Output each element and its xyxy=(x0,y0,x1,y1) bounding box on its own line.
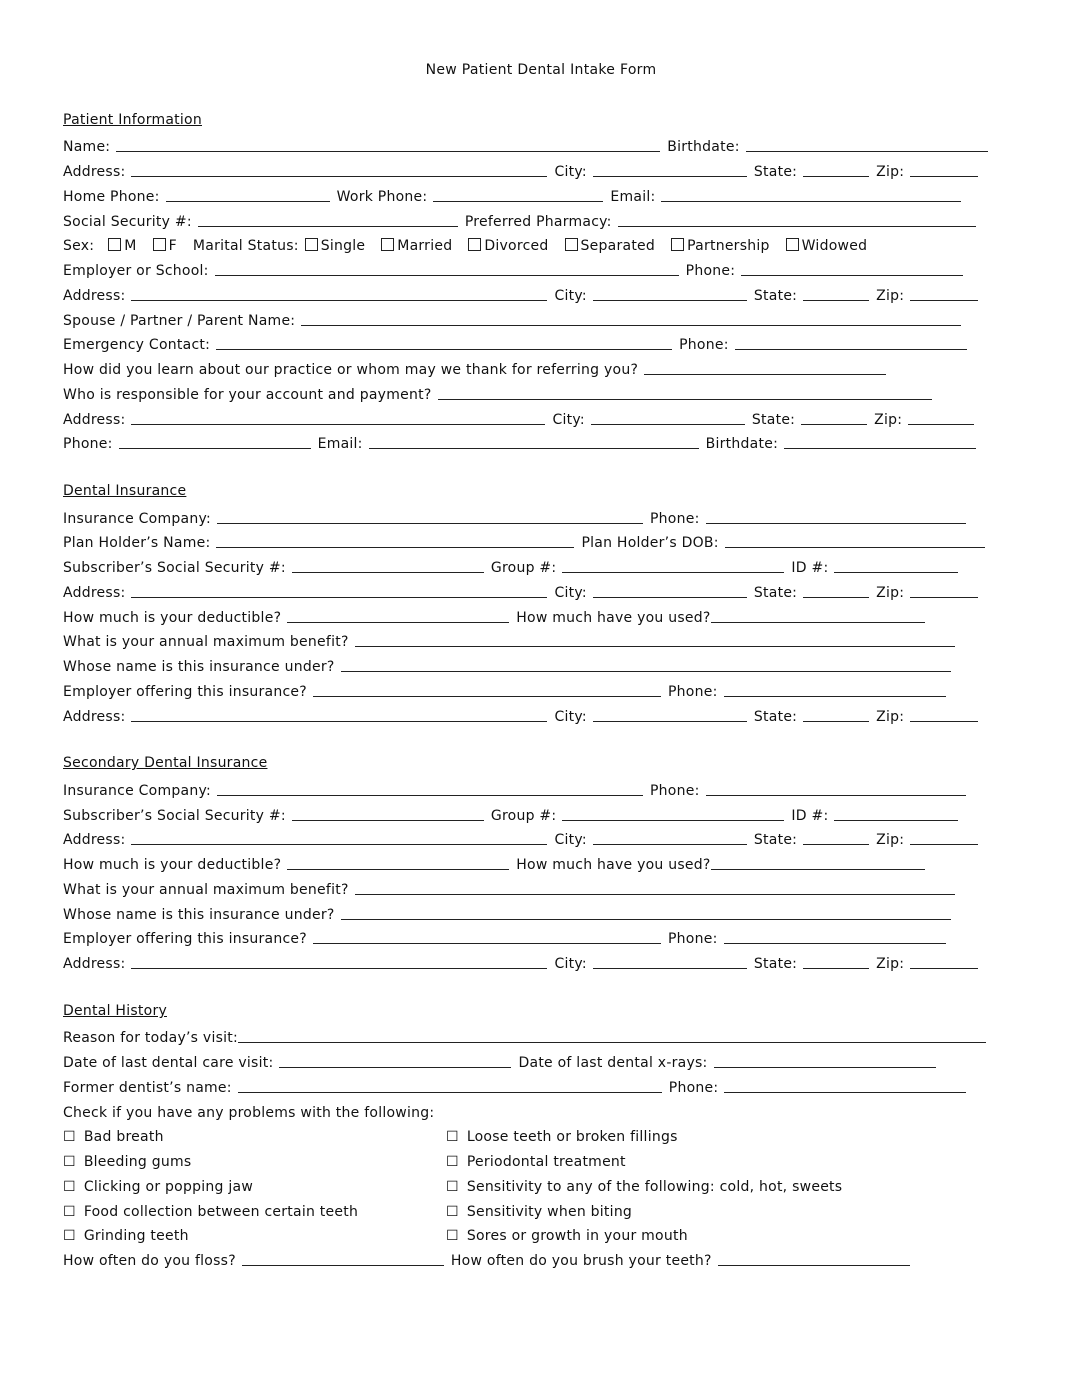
sec-company-label: Insurance Company: xyxy=(63,783,211,799)
problem-item[interactable]: ☐ Loose teeth or broken fillings xyxy=(446,1129,678,1145)
annual-max-field[interactable] xyxy=(355,632,955,647)
holder-dob-field[interactable] xyxy=(725,533,985,548)
address-field[interactable] xyxy=(131,162,547,177)
sec-used-field[interactable] xyxy=(711,855,925,870)
ins-company-label: Insurance Company: xyxy=(63,511,211,527)
ssn-label: Social Security #: xyxy=(63,214,192,230)
sec-state-field[interactable] xyxy=(803,830,869,845)
checkbox-icon xyxy=(671,238,684,251)
sec-employer-city-field[interactable] xyxy=(593,954,747,969)
ins-phone-label: Phone: xyxy=(649,511,700,527)
address-label: Address: xyxy=(63,956,126,972)
responsible-zip-field[interactable] xyxy=(908,410,974,425)
checkbox-icon: ☐ xyxy=(63,1179,76,1195)
marital-option-divorced[interactable]: Divorced xyxy=(468,238,548,254)
problem-item[interactable]: ☐ Sores or growth in your mouth xyxy=(446,1228,688,1244)
employer-phone-label: Phone: xyxy=(685,263,736,279)
checkbox-icon xyxy=(468,238,481,251)
sec-deductible-label: How much is your deductible? xyxy=(63,857,282,873)
employer-address-field[interactable] xyxy=(131,286,547,301)
problem-item[interactable]: ☐ Sensitivity to any of the following: cold, hot, sweets xyxy=(446,1179,843,1195)
brush-label: How often do you brush your teeth? xyxy=(450,1253,712,1269)
problem-item[interactable]: ☐ Bad breath xyxy=(63,1129,164,1145)
marital-label: Marital Status: xyxy=(192,238,299,254)
checkbox-icon xyxy=(381,238,394,251)
ins-employer-address-field[interactable] xyxy=(131,707,547,722)
check-prompt: Check if you have any problems with the following: xyxy=(63,1105,435,1121)
sec-group-field[interactable] xyxy=(562,806,784,821)
row-last-visit xyxy=(63,1049,943,1071)
ins-employer-field[interactable] xyxy=(313,682,661,697)
responsible-field[interactable] xyxy=(438,385,932,400)
row-sec-subscriber xyxy=(63,802,965,824)
section-heading-insurance: Dental Insurance xyxy=(63,483,187,499)
row-sec-employer xyxy=(63,925,953,947)
zip-label: Zip: xyxy=(876,832,905,848)
row-former-dentist xyxy=(63,1074,973,1096)
city-label: City: xyxy=(554,164,587,180)
address-label: Address: xyxy=(63,412,126,428)
email-label: Email: xyxy=(317,436,363,452)
group-field[interactable] xyxy=(562,558,784,573)
zip-label: Zip: xyxy=(876,956,905,972)
sex-label: Sex: xyxy=(63,238,95,254)
emergency-label: Emergency Contact: xyxy=(63,337,211,353)
row-reason xyxy=(63,1024,993,1046)
state-label: State: xyxy=(753,164,798,180)
whose-name-field[interactable] xyxy=(341,657,951,672)
row-sec-deductible xyxy=(63,851,932,873)
sec-annual-max-label: What is your annual maximum benefit? xyxy=(63,882,349,898)
email-field[interactable] xyxy=(661,187,961,202)
city-label: City: xyxy=(554,585,587,601)
row-employer xyxy=(63,257,970,279)
sec-subscriber-ssn-label: Subscriber’s Social Security #: xyxy=(63,808,286,824)
ins-employer-label: Employer offering this insurance? xyxy=(63,684,307,700)
work-phone-field[interactable] xyxy=(433,187,603,202)
zip-label: Zip: xyxy=(874,412,903,428)
ins-employer-phone-label: Phone: xyxy=(667,684,718,700)
city-field[interactable] xyxy=(593,162,747,177)
reason-field[interactable] xyxy=(238,1028,986,1043)
responsible-label: Who is responsible for your account and payment? xyxy=(63,387,432,403)
responsible-email-field[interactable] xyxy=(369,434,699,449)
ins-state-field[interactable] xyxy=(803,583,869,598)
ins-address-field[interactable] xyxy=(131,583,547,598)
sex-option-f[interactable]: F xyxy=(153,238,177,254)
sec-id-label: ID #: xyxy=(791,808,829,824)
row-responsible-contact xyxy=(63,430,983,452)
ins-company-field[interactable] xyxy=(217,509,643,524)
birthdate-label: Birthdate: xyxy=(705,436,779,452)
row-ssn-pharmacy xyxy=(63,208,983,230)
row-emergency xyxy=(63,331,974,353)
row-whose-name xyxy=(63,653,958,675)
ssn-field[interactable] xyxy=(198,212,458,227)
last-xrays-field[interactable] xyxy=(714,1053,936,1068)
ins-zip-field[interactable] xyxy=(910,583,978,598)
emergency-phone-field[interactable] xyxy=(735,335,967,350)
employer-label: Employer or School: xyxy=(63,263,209,279)
whose-name-label: Whose name is this insurance under? xyxy=(63,659,335,675)
sec-whose-name-label: Whose name is this insurance under? xyxy=(63,907,335,923)
sec-address-field[interactable] xyxy=(131,830,547,845)
holder-dob-label: Plan Holder’s DOB: xyxy=(581,535,719,551)
responsible-address-field[interactable] xyxy=(131,410,545,425)
row-responsible-address xyxy=(63,406,981,428)
checkbox-icon: ☐ xyxy=(446,1228,459,1244)
sec-employer-zip-field[interactable] xyxy=(910,954,978,969)
checkbox-icon: ☐ xyxy=(63,1204,76,1220)
annual-max-label: What is your annual maximum benefit? xyxy=(63,634,349,650)
row-ins-employer-address xyxy=(63,703,985,725)
subscriber-ssn-field[interactable] xyxy=(292,558,484,573)
used-field[interactable] xyxy=(711,608,925,623)
row-sec-company xyxy=(63,777,973,799)
row-patient-address xyxy=(63,158,985,180)
pharmacy-label: Preferred Pharmacy: xyxy=(464,214,612,230)
subscriber-ssn-label: Subscriber’s Social Security #: xyxy=(63,560,286,576)
section-heading-secondary-insurance: Secondary Dental Insurance xyxy=(63,755,268,771)
problem-item[interactable]: ☐ Periodontal treatment xyxy=(446,1154,626,1170)
birthdate-field[interactable] xyxy=(746,137,988,152)
sec-deductible-field[interactable] xyxy=(287,855,509,870)
used-label: How much have you used? xyxy=(516,610,711,626)
zip-field[interactable] xyxy=(910,162,978,177)
checkbox-icon: ☐ xyxy=(63,1228,76,1244)
sec-employer-phone-label: Phone: xyxy=(667,931,718,947)
checkbox-icon: ☐ xyxy=(446,1129,459,1145)
ins-phone-field[interactable] xyxy=(706,509,966,524)
city-label: City: xyxy=(554,956,587,972)
spouse-field[interactable] xyxy=(301,311,961,326)
zip-label: Zip: xyxy=(876,585,905,601)
name-field[interactable] xyxy=(116,137,660,152)
checkbox-icon xyxy=(153,238,166,251)
sec-company-field[interactable] xyxy=(217,781,643,796)
state-label: State: xyxy=(753,709,798,725)
address-label: Address: xyxy=(63,585,126,601)
home-phone-label: Home Phone: xyxy=(63,189,160,205)
email-label: Email: xyxy=(610,189,656,205)
city-label: City: xyxy=(552,412,585,428)
ins-employer-state-field[interactable] xyxy=(803,707,869,722)
pharmacy-field[interactable] xyxy=(618,212,976,227)
emergency-field[interactable] xyxy=(216,335,672,350)
employer-phone-field[interactable] xyxy=(741,261,963,276)
checkbox-icon: ☐ xyxy=(446,1204,459,1220)
referral-label: How did you learn about our practice or whom may we thank for referring you? xyxy=(63,362,639,378)
responsible-state-field[interactable] xyxy=(801,410,867,425)
sec-employer-state-field[interactable] xyxy=(803,954,869,969)
zip-label: Zip: xyxy=(876,709,905,725)
last-xrays-label: Date of last dental x-rays: xyxy=(518,1055,708,1071)
holder-name-label: Plan Holder’s Name: xyxy=(63,535,211,551)
ins-employer-city-field[interactable] xyxy=(593,707,747,722)
ins-employer-phone-field[interactable] xyxy=(724,682,946,697)
checkbox-icon: ☐ xyxy=(446,1154,459,1170)
row-ins-address xyxy=(63,579,985,601)
checkbox-icon: ☐ xyxy=(63,1129,76,1145)
sec-zip-field[interactable] xyxy=(910,830,978,845)
row-check-prompt xyxy=(63,1099,434,1121)
checkbox-icon xyxy=(305,238,318,251)
sex-option-m[interactable]: M xyxy=(108,238,136,254)
emergency-phone-label: Phone: xyxy=(679,337,729,353)
checkbox-icon: ☐ xyxy=(446,1179,459,1195)
zip-label: Zip: xyxy=(876,164,905,180)
sec-subscriber-ssn-field[interactable] xyxy=(292,806,484,821)
work-phone-label: Work Phone: xyxy=(336,189,428,205)
checkbox-icon: ☐ xyxy=(63,1154,76,1170)
birthdate-label: Birthdate: xyxy=(667,139,740,155)
brush-field[interactable] xyxy=(718,1251,910,1266)
sec-id-field[interactable] xyxy=(834,806,958,821)
sec-employer-address-field[interactable] xyxy=(131,954,547,969)
deductible-label: How much is your deductible? xyxy=(63,610,282,626)
sec-employer-field[interactable] xyxy=(313,929,661,944)
row-phones-email xyxy=(63,183,968,205)
marital-option-partnership[interactable]: Partnership xyxy=(671,238,770,254)
reason-label: Reason for today’s visit: xyxy=(63,1030,238,1046)
row-name-birthdate xyxy=(63,133,995,155)
row-floss-brush xyxy=(63,1247,917,1269)
floss-field[interactable] xyxy=(242,1251,444,1266)
state-label: State: xyxy=(753,585,798,601)
sec-phone-label: Phone: xyxy=(649,783,700,799)
row-plan-holder xyxy=(63,529,992,551)
zip-label: Zip: xyxy=(876,288,905,304)
checkbox-icon xyxy=(108,238,121,251)
form-title: New Patient Dental Intake Form xyxy=(425,62,657,78)
former-dentist-label: Former dentist’s name: xyxy=(63,1080,232,1096)
state-label: State: xyxy=(753,956,798,972)
marital-option-married[interactable]: Married xyxy=(381,238,452,254)
responsible-birthdate-field[interactable] xyxy=(784,434,976,449)
employer-city-field[interactable] xyxy=(593,286,747,301)
row-sec-address xyxy=(63,826,985,848)
marital-option-single[interactable]: Single xyxy=(305,238,366,254)
last-visit-field[interactable] xyxy=(279,1053,511,1068)
address-label: Address: xyxy=(63,709,126,725)
section-heading-patient: Patient Information xyxy=(63,112,202,128)
ins-city-field[interactable] xyxy=(593,583,747,598)
employer-field[interactable] xyxy=(215,261,679,276)
sec-city-field[interactable] xyxy=(593,830,747,845)
problem-item[interactable]: ☐ Food collection between certain teeth xyxy=(63,1204,359,1220)
city-label: City: xyxy=(554,288,587,304)
row-referral xyxy=(63,356,893,378)
row-ins-employer xyxy=(63,678,953,700)
address-label: Address: xyxy=(63,164,126,180)
row-sec-whose-name xyxy=(63,901,958,923)
sec-employer-phone-field[interactable] xyxy=(724,929,946,944)
state-field[interactable] xyxy=(803,162,869,177)
marital-option-widowed[interactable]: Widowed xyxy=(786,238,868,254)
home-phone-field[interactable] xyxy=(166,187,330,202)
row-sec-annual-max xyxy=(63,876,962,898)
sec-annual-max-field[interactable] xyxy=(355,880,955,895)
problem-item[interactable]: ☐ Bleeding gums xyxy=(63,1154,192,1170)
section-heading-history: Dental History xyxy=(63,1003,167,1019)
phone-label: Phone: xyxy=(63,436,113,452)
row-spouse xyxy=(63,307,968,329)
employer-state-field[interactable] xyxy=(803,286,869,301)
row-responsible xyxy=(63,381,939,403)
row-subscriber xyxy=(63,554,965,576)
sec-whose-name-field[interactable] xyxy=(341,905,951,920)
holder-name-field[interactable] xyxy=(216,533,574,548)
former-dentist-phone-label: Phone: xyxy=(668,1080,719,1096)
row-annual-max xyxy=(63,628,962,650)
referral-field[interactable] xyxy=(644,360,886,375)
sec-used-label: How much have you used? xyxy=(516,857,711,873)
employer-zip-field[interactable] xyxy=(910,286,978,301)
problem-item[interactable]: ☐ Clicking or popping jaw xyxy=(63,1179,254,1195)
ins-employer-zip-field[interactable] xyxy=(910,707,978,722)
address-label: Address: xyxy=(63,288,126,304)
row-deductible xyxy=(63,604,932,626)
sec-phone-field[interactable] xyxy=(706,781,966,796)
sec-employer-label: Employer offering this insurance? xyxy=(63,931,307,947)
marital-option-separated[interactable]: Separated xyxy=(565,238,656,254)
responsible-phone-field[interactable] xyxy=(119,434,311,449)
sec-group-label: Group #: xyxy=(490,808,557,824)
address-label: Address: xyxy=(63,832,126,848)
problem-item[interactable]: ☐ Grinding teeth xyxy=(63,1228,189,1244)
checkbox-icon xyxy=(786,238,799,251)
problem-item[interactable]: ☐ Sensitivity when biting xyxy=(446,1204,633,1220)
last-visit-label: Date of last dental care visit: xyxy=(63,1055,274,1071)
state-label: State: xyxy=(753,832,798,848)
responsible-city-field[interactable] xyxy=(591,410,745,425)
name-label: Name: xyxy=(63,139,111,155)
former-dentist-field[interactable] xyxy=(238,1078,662,1093)
id-field[interactable] xyxy=(834,558,958,573)
row-sex-marital xyxy=(63,232,883,254)
deductible-field[interactable] xyxy=(287,608,509,623)
row-sec-employer-address xyxy=(63,950,985,972)
spouse-label: Spouse / Partner / Parent Name: xyxy=(63,313,296,329)
city-label: City: xyxy=(554,709,587,725)
group-label: Group #: xyxy=(490,560,557,576)
city-label: City: xyxy=(554,832,587,848)
former-dentist-phone-field[interactable] xyxy=(724,1078,966,1093)
id-label: ID #: xyxy=(791,560,829,576)
state-label: State: xyxy=(753,288,798,304)
checkbox-icon xyxy=(565,238,578,251)
floss-label: How often do you floss? xyxy=(63,1253,236,1269)
state-label: State: xyxy=(751,412,796,428)
row-ins-company xyxy=(63,505,973,527)
row-employer-address xyxy=(63,282,985,304)
